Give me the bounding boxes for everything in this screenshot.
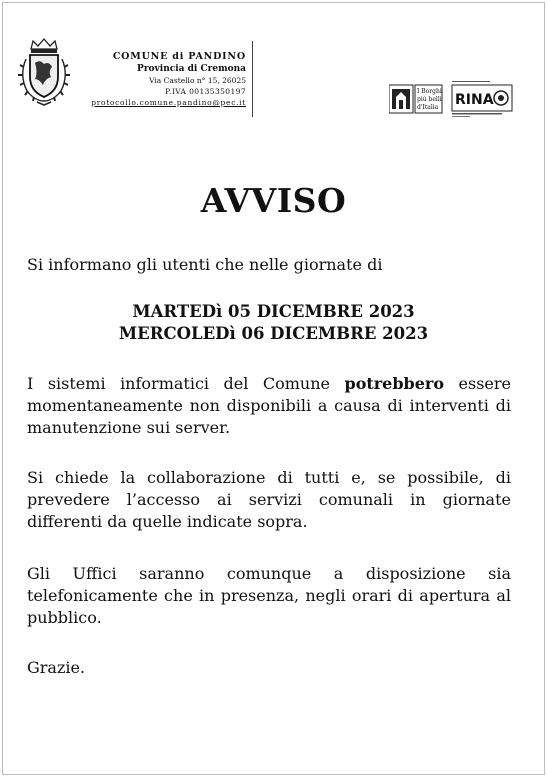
rina-logo-text: RINA: [455, 92, 494, 108]
paragraph-1-end: essere momentaneamente non disponibili a causa di interventi di manutenzione sui server.: [27, 374, 511, 437]
vat-number: P.IVA 00135350197: [165, 87, 246, 96]
letterhead-divider: [252, 41, 253, 117]
borghi-logo-line-2: più belli: [417, 96, 442, 103]
borghi-piu-belli-logo-icon: [389, 83, 443, 115]
paragraph-collaboration: Si chiede la collaborazione di tutti e, se possibile, di prevedere l’accesso ai servizi comunali in giornate differenti da quelle indicate sopra.: [27, 468, 511, 531]
rina-certification-logo-icon: [451, 77, 513, 119]
paragraph-maintenance: [27, 373, 511, 439]
page-title: AVVISO: [200, 181, 347, 220]
document-page: [2, 2, 545, 775]
paragraph-1-emphasis: potrebbero: [344, 374, 445, 393]
paragraph-1-start: I sistemi informatici del Comune: [27, 374, 345, 393]
pec-email[interactable]: protocollo.comune.pandino@pec.it: [91, 98, 246, 107]
municipality-letterhead: [89, 51, 246, 108]
province-name: Provincia di Cremona: [137, 64, 246, 74]
address: Via Castello n° 15, 26025: [149, 76, 246, 85]
intro-text: Si informano gli utenti che nelle giornate di: [27, 255, 383, 274]
date-line-1: MARTEDì 05 DICEMBRE 2023: [132, 302, 415, 321]
letterhead-header: [3, 3, 544, 123]
municipal-coat-of-arms-icon: [13, 37, 75, 109]
date-line-2: MERCOLEDì 06 DICEMBRE 2023: [118, 324, 429, 343]
closing-text: Grazie.: [27, 658, 86, 677]
borghi-logo-line-1: I Borghi: [417, 88, 442, 95]
municipality-name: COMUNE di PANDINO: [112, 51, 246, 62]
paragraph-offices: Gli Uffici saranno comunque a disposizione sia telefonicamente che in presenza, negli orari di apertura al pubblico.: [27, 564, 511, 627]
dates-block: [3, 301, 544, 345]
borghi-logo-line-3: d'Italia: [417, 104, 439, 111]
